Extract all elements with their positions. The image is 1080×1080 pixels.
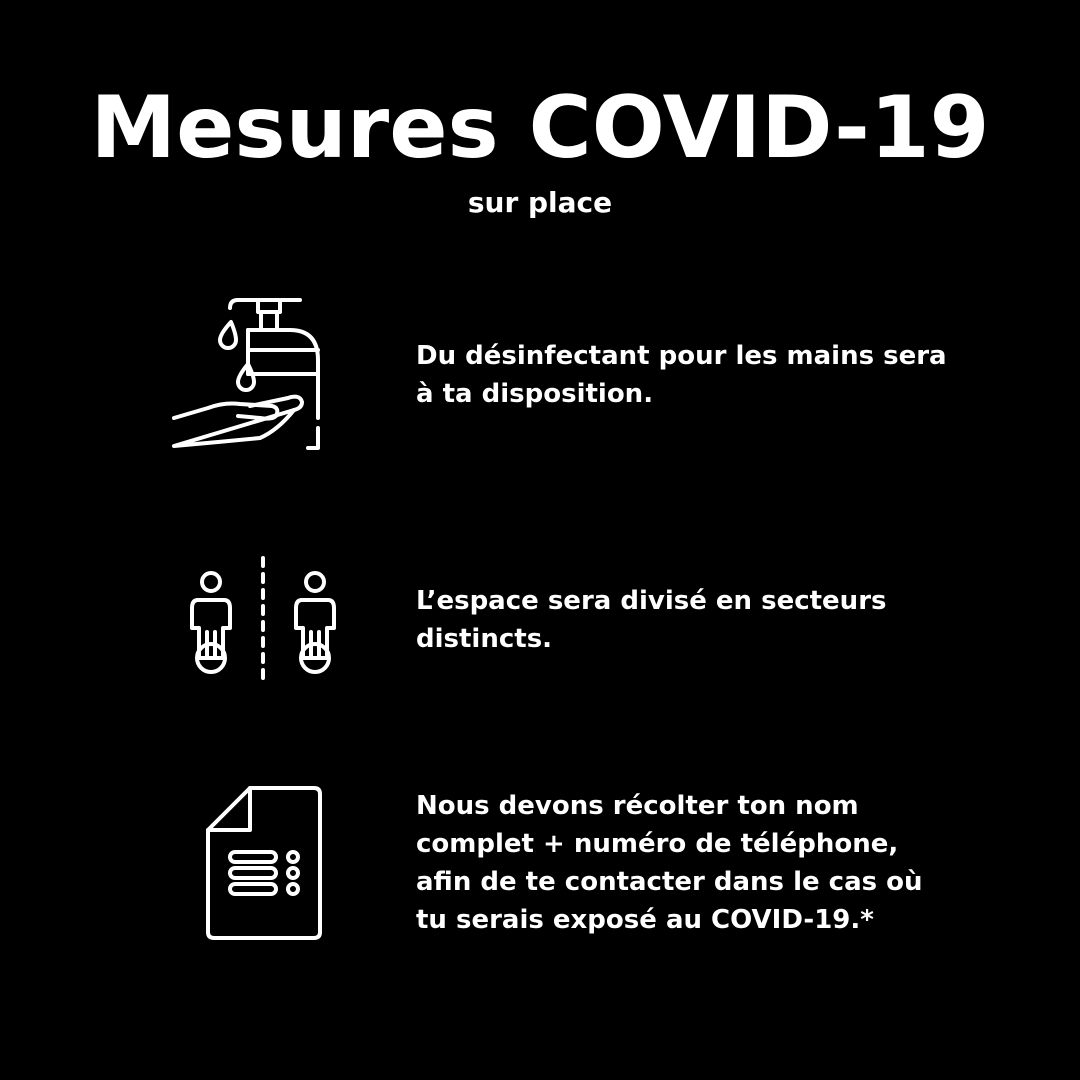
hand-sanitizer-icon	[168, 290, 328, 455]
distance-text: L’espace sera divisé en secteurs distincts.	[416, 586, 887, 654]
social-distance-icon	[188, 552, 342, 684]
page-subtitle: sur place	[467, 186, 613, 219]
sanitizer-text: Du désinfectant pour les mains sera à ta disposition.	[416, 341, 947, 409]
contact-text: Nous devons récolter ton nom complet + numéro de téléphone, afin de te contacter dans le cas où tu serais exposé au COVID-19.*	[416, 791, 923, 935]
contact-form-icon	[200, 782, 326, 944]
page-title: Mesures COVID-19	[90, 78, 990, 178]
